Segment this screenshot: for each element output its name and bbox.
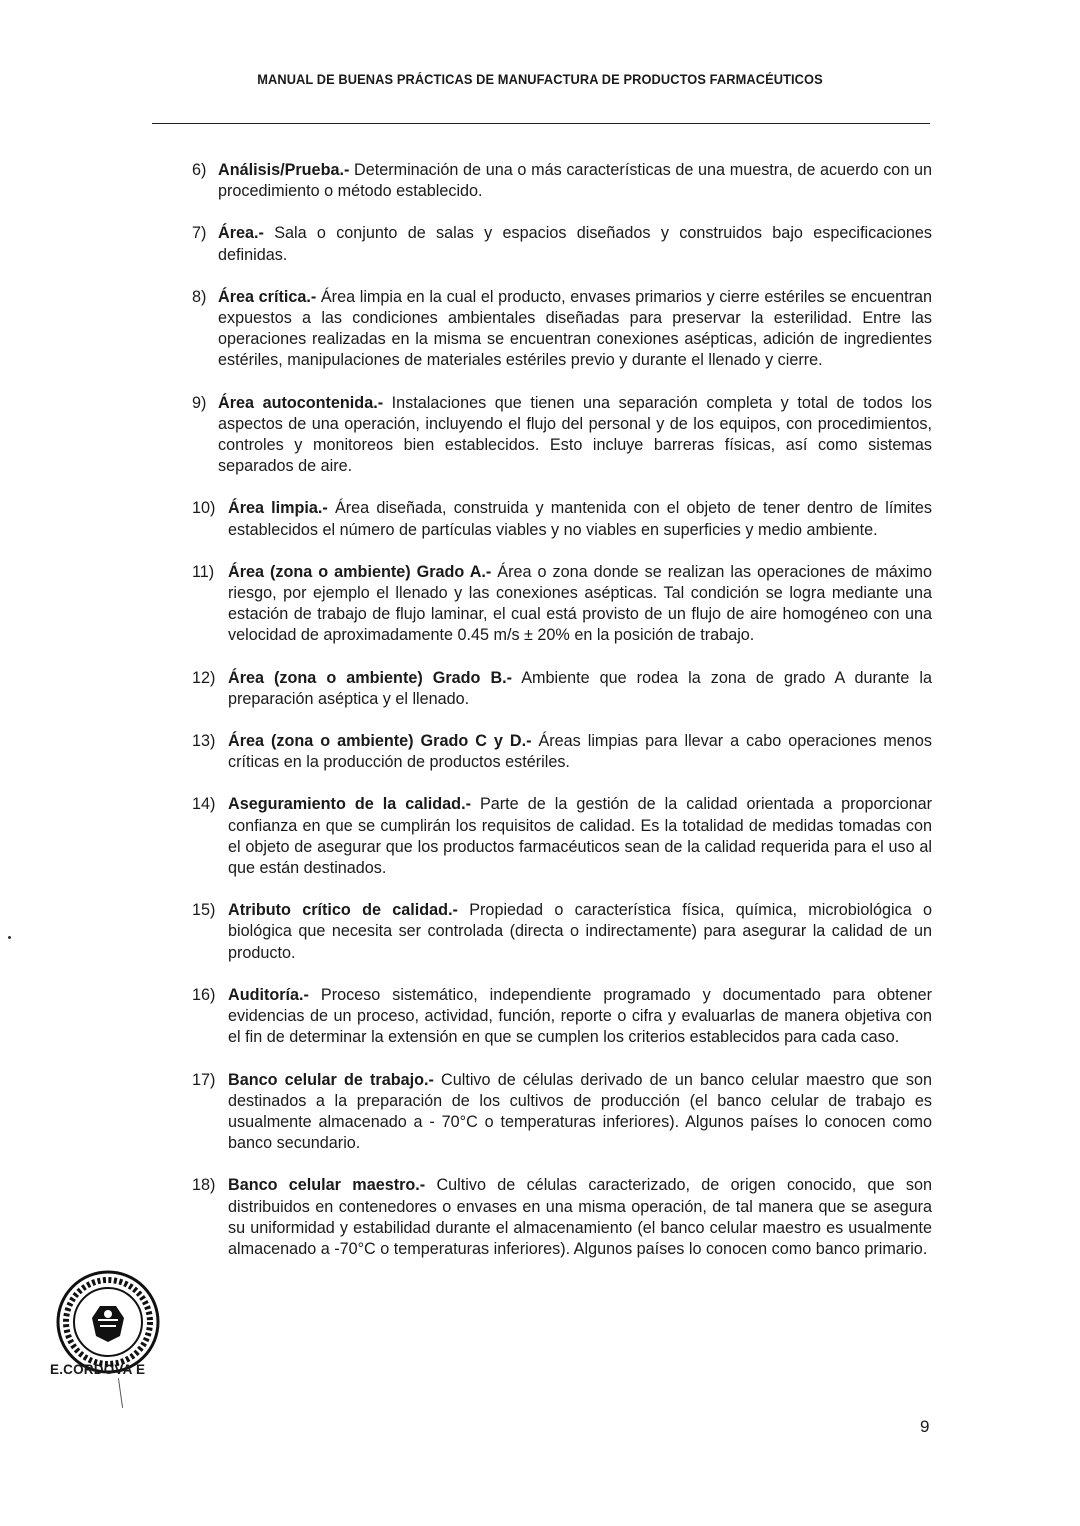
definition-text: Ambiente que rodea la zona de grado A durante la preparación aséptica y el llenado. <box>228 668 932 708</box>
definition-text: Sala o conjunto de salas y espacios diseñados y construidos bajo especificaciones definidas. <box>218 224 932 264</box>
definition-number: 12) <box>192 668 216 687</box>
definition-term: Atributo crítico de calidad.- <box>228 901 458 920</box>
definition-term: Aseguramiento de la calidad.- <box>228 795 471 814</box>
definition-item <box>190 900 932 964</box>
definition-text: Área limpia en la cual el producto, envases primarios y cierre estériles se encuentran expuestos a las condiciones ambientales diseñadas para preservar la esterilidad. Entre las operaciones realizadas en la misma se encuentran conexiones asépticas, adición de ingredientes estériles, manipulaciones de materiales estériles previo y durante el llenado y cierre. <box>218 287 933 370</box>
definition-item <box>190 1175 932 1260</box>
definition-term: Área.- <box>218 224 264 243</box>
definition-number: 6) <box>192 161 207 179</box>
definition-item <box>190 393 932 478</box>
definition-text: Cultivo de células caracterizado, de origen conocido, que son distribuidos en contenedores o envases en una misma operación, de tal manera que se asegura su uniformidad y estabilidad durante el almacenamiento (el banco celular maestro es usualmente almacenado a -70°C o temperaturas inferiores). Algunos países lo conocen como banco primario. <box>228 1176 932 1258</box>
definition-term: Área (zona o ambiente) Grado C y D.- <box>228 732 532 751</box>
definition-text: Áreas limpias para llevar a cabo operaciones menos críticas en la producción de productos estériles. <box>228 732 932 772</box>
definition-text: Área diseñada, construida y mantenida con el objeto de tener dentro de límites establecidos el número de partículas viables y no viables en superficies y medio ambiente. <box>228 499 932 539</box>
definition-term: Banco celular maestro.- <box>228 1176 426 1195</box>
definitions-list <box>190 160 932 1281</box>
stamp-caption: E.CÓRDOVA E <box>50 1362 146 1377</box>
definition-text: Determinación de una o más características de una muestra, de acuerdo con un procedimiento o método establecido. <box>218 161 932 201</box>
margin-dot <box>8 936 11 939</box>
signature-stroke <box>118 1378 123 1408</box>
definition-text: Propiedad o característica física, química, microbiológica o biológica que necesita ser controlada (directa o indirectamente) para asegurar la calidad de un producto. <box>228 901 932 962</box>
definition-term: Auditoría.- <box>228 985 309 1004</box>
definition-number: 9) <box>192 393 207 412</box>
definition-number: 15) <box>192 901 216 920</box>
definition-text: Área o zona donde se realizan las operaciones de máximo riesgo, por ejemplo el llenado y las conexiones asépticas. Tal condición se logra mediante una estación de trabajo de flujo laminar, el cual está provisto de un flujo de aire homogéneo con una velocidad de aproximadamente 0.45 m/s ± 20% en la posición de trabajo. <box>228 562 932 645</box>
definition-term: Banco celular de trabajo.- <box>228 1070 434 1089</box>
definition-text: Cultivo de células derivado de un banco celular maestro que son destinados a la preparación de los cultivos de producción (el banco celular de trabajo es usualmente almacenado a - 70°C o temperaturas inferiores). Algunos países lo conocen como banco secundario. <box>228 1070 932 1153</box>
definition-item <box>190 1070 932 1155</box>
definition-item <box>190 794 932 879</box>
definition-term: Área limpia.- <box>228 499 328 518</box>
definition-item <box>190 985 932 1049</box>
definition-text: Proceso sistemático, independiente programado y documentado para obtener evidencias de un proceso, actividad, función, reporte o cifra y evaluarlas de manera objetiva con el fin de determinar la extensión en que se cumplen los criterios establecidos para cada caso. <box>228 985 932 1047</box>
page-number: 9 <box>920 1417 930 1436</box>
definition-item <box>190 287 932 372</box>
definition-term: Área (zona o ambiente) Grado B.- <box>228 668 513 687</box>
definition-number: 16) <box>192 985 216 1004</box>
definition-number: 18) <box>192 1176 216 1195</box>
page-header: MANUAL DE BUENAS PRÁCTICAS DE MANUFACTURA DE PRODUCTOS FARMACÉUTICOS <box>257 72 823 87</box>
definition-text: Parte de la gestión de la calidad orientada a proporcionar confianza en que se cumplirán los requisitos de calidad. Es la totalidad de medidas tomadas con el objeto de asegurar que los productos farmacéuticos sean de la calidad requerida para el uso al que están destinados. <box>228 795 932 878</box>
definition-number: 8) <box>192 287 207 306</box>
definition-term: Área autocontenida.- <box>218 393 384 412</box>
definition-item <box>190 223 932 265</box>
definition-term: Análisis/Prueba.- <box>218 161 350 179</box>
definition-term: Área crítica.- <box>218 287 317 306</box>
definition-item <box>190 668 932 710</box>
definition-number: 14) <box>192 795 216 814</box>
definition-item <box>190 731 932 773</box>
definition-item <box>190 562 932 647</box>
definition-number: 17) <box>192 1070 216 1089</box>
header-rule <box>152 123 930 124</box>
definition-number: 7) <box>192 224 207 243</box>
definition-item <box>190 498 932 540</box>
definition-number: 10) <box>192 499 216 518</box>
official-seal-icon <box>54 1268 162 1376</box>
definition-item <box>190 160 932 202</box>
definition-term: Área (zona o ambiente) Grado A.- <box>228 562 492 581</box>
definition-number: 13) <box>192 732 216 751</box>
definition-text: Instalaciones que tienen una separación completa y total de todos los aspectos de una operación, incluyendo el flujo del personal y de los equipos, con procedimientos, controles y monitoreos bien establecidos. Esto incluye barreras físicas, así como sistemas separados de aire. <box>218 393 932 476</box>
definition-number: 11) <box>192 562 215 581</box>
